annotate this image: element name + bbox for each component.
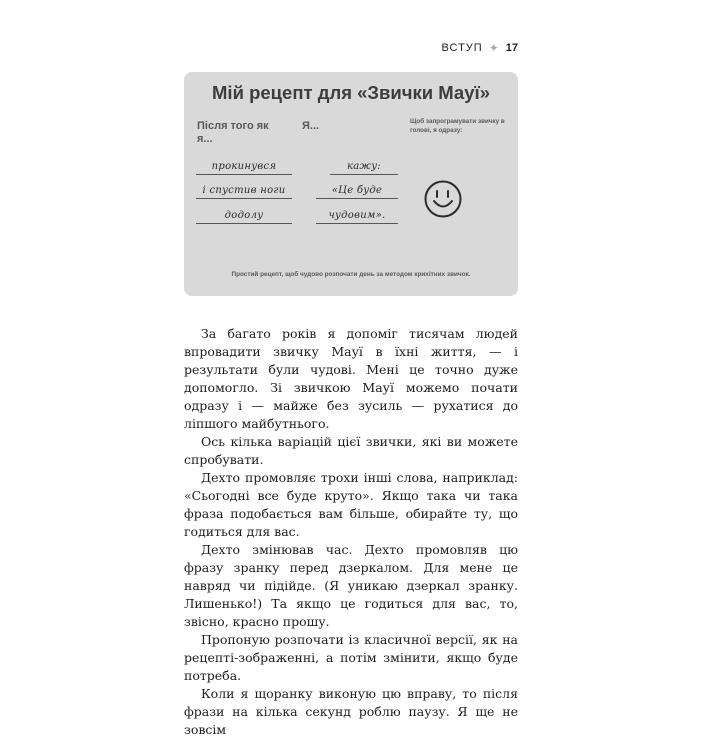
recipe-card [184, 72, 518, 296]
smiley-face-icon [423, 179, 463, 219]
handwritten-line: кажу: [330, 160, 398, 175]
handwritten-line: «Це буде [316, 184, 398, 199]
body-text [184, 325, 518, 739]
paragraph: Дехто змінював час. Дехто промовляв цю фразу зранку перед дзеркалом. Для мене це навряд чи підійде. (Я уникаю дзеркал зранку. Лишенько!) Та якщо це годиться для вас, то, звісно, красно прошу. [184, 542, 518, 629]
handwritten-line: і спустив ноги [196, 184, 292, 199]
card-caption: Простий рецепт, щоб чудово розпочати день за методом крихітних звичок. [231, 271, 471, 278]
paragraph: За багато років я допоміг тисячам людей впровадити звичку Мауї в їхні життя, — і результати були чудові. Мені це точно дуже допомогло. Зі звичкою Мауї можемо почати одразу і — майже без зусиль — рухатися до ліпшого майбутнього. [184, 326, 518, 431]
separator-star: ✦ [488, 41, 500, 55]
paragraph: Ось кілька варіацій цієї звички, які ви можете спробувати. [184, 434, 518, 467]
paragraph: Пропоную розпочати із класичної версії, як на рецепті-зображенні, а потім змінити, якщо буде потреба. [184, 632, 518, 683]
handwritten-line: додолу [196, 209, 292, 224]
handwritten-line: чудовим». [316, 209, 398, 224]
after-label: Після того як я... [197, 120, 269, 145]
program-habit-note: Щоб запрограмувати звичку в голові, я одразу: [410, 118, 505, 134]
paragraph: Дехто промовляє трохи інші слова, наприклад: «Сьогодні все буде круто». Якщо така чи така фраза подобається вам більше, обирайте ту, що годиться для вас. [184, 470, 518, 539]
page-number: 17 [505, 42, 518, 54]
handwritten-line: прокинувся [196, 160, 292, 175]
i-label: Я... [302, 120, 320, 132]
recipe-card-title: Мій рецепт для «Звички Мауї» [212, 82, 490, 103]
section-title: ВСТУП [441, 42, 483, 54]
running-head [442, 41, 518, 55]
paragraph: Коли я щоранку виконую цю вправу, то після фрази на кілька секунд роблю паузу. Я ще не зовсім [184, 686, 518, 737]
